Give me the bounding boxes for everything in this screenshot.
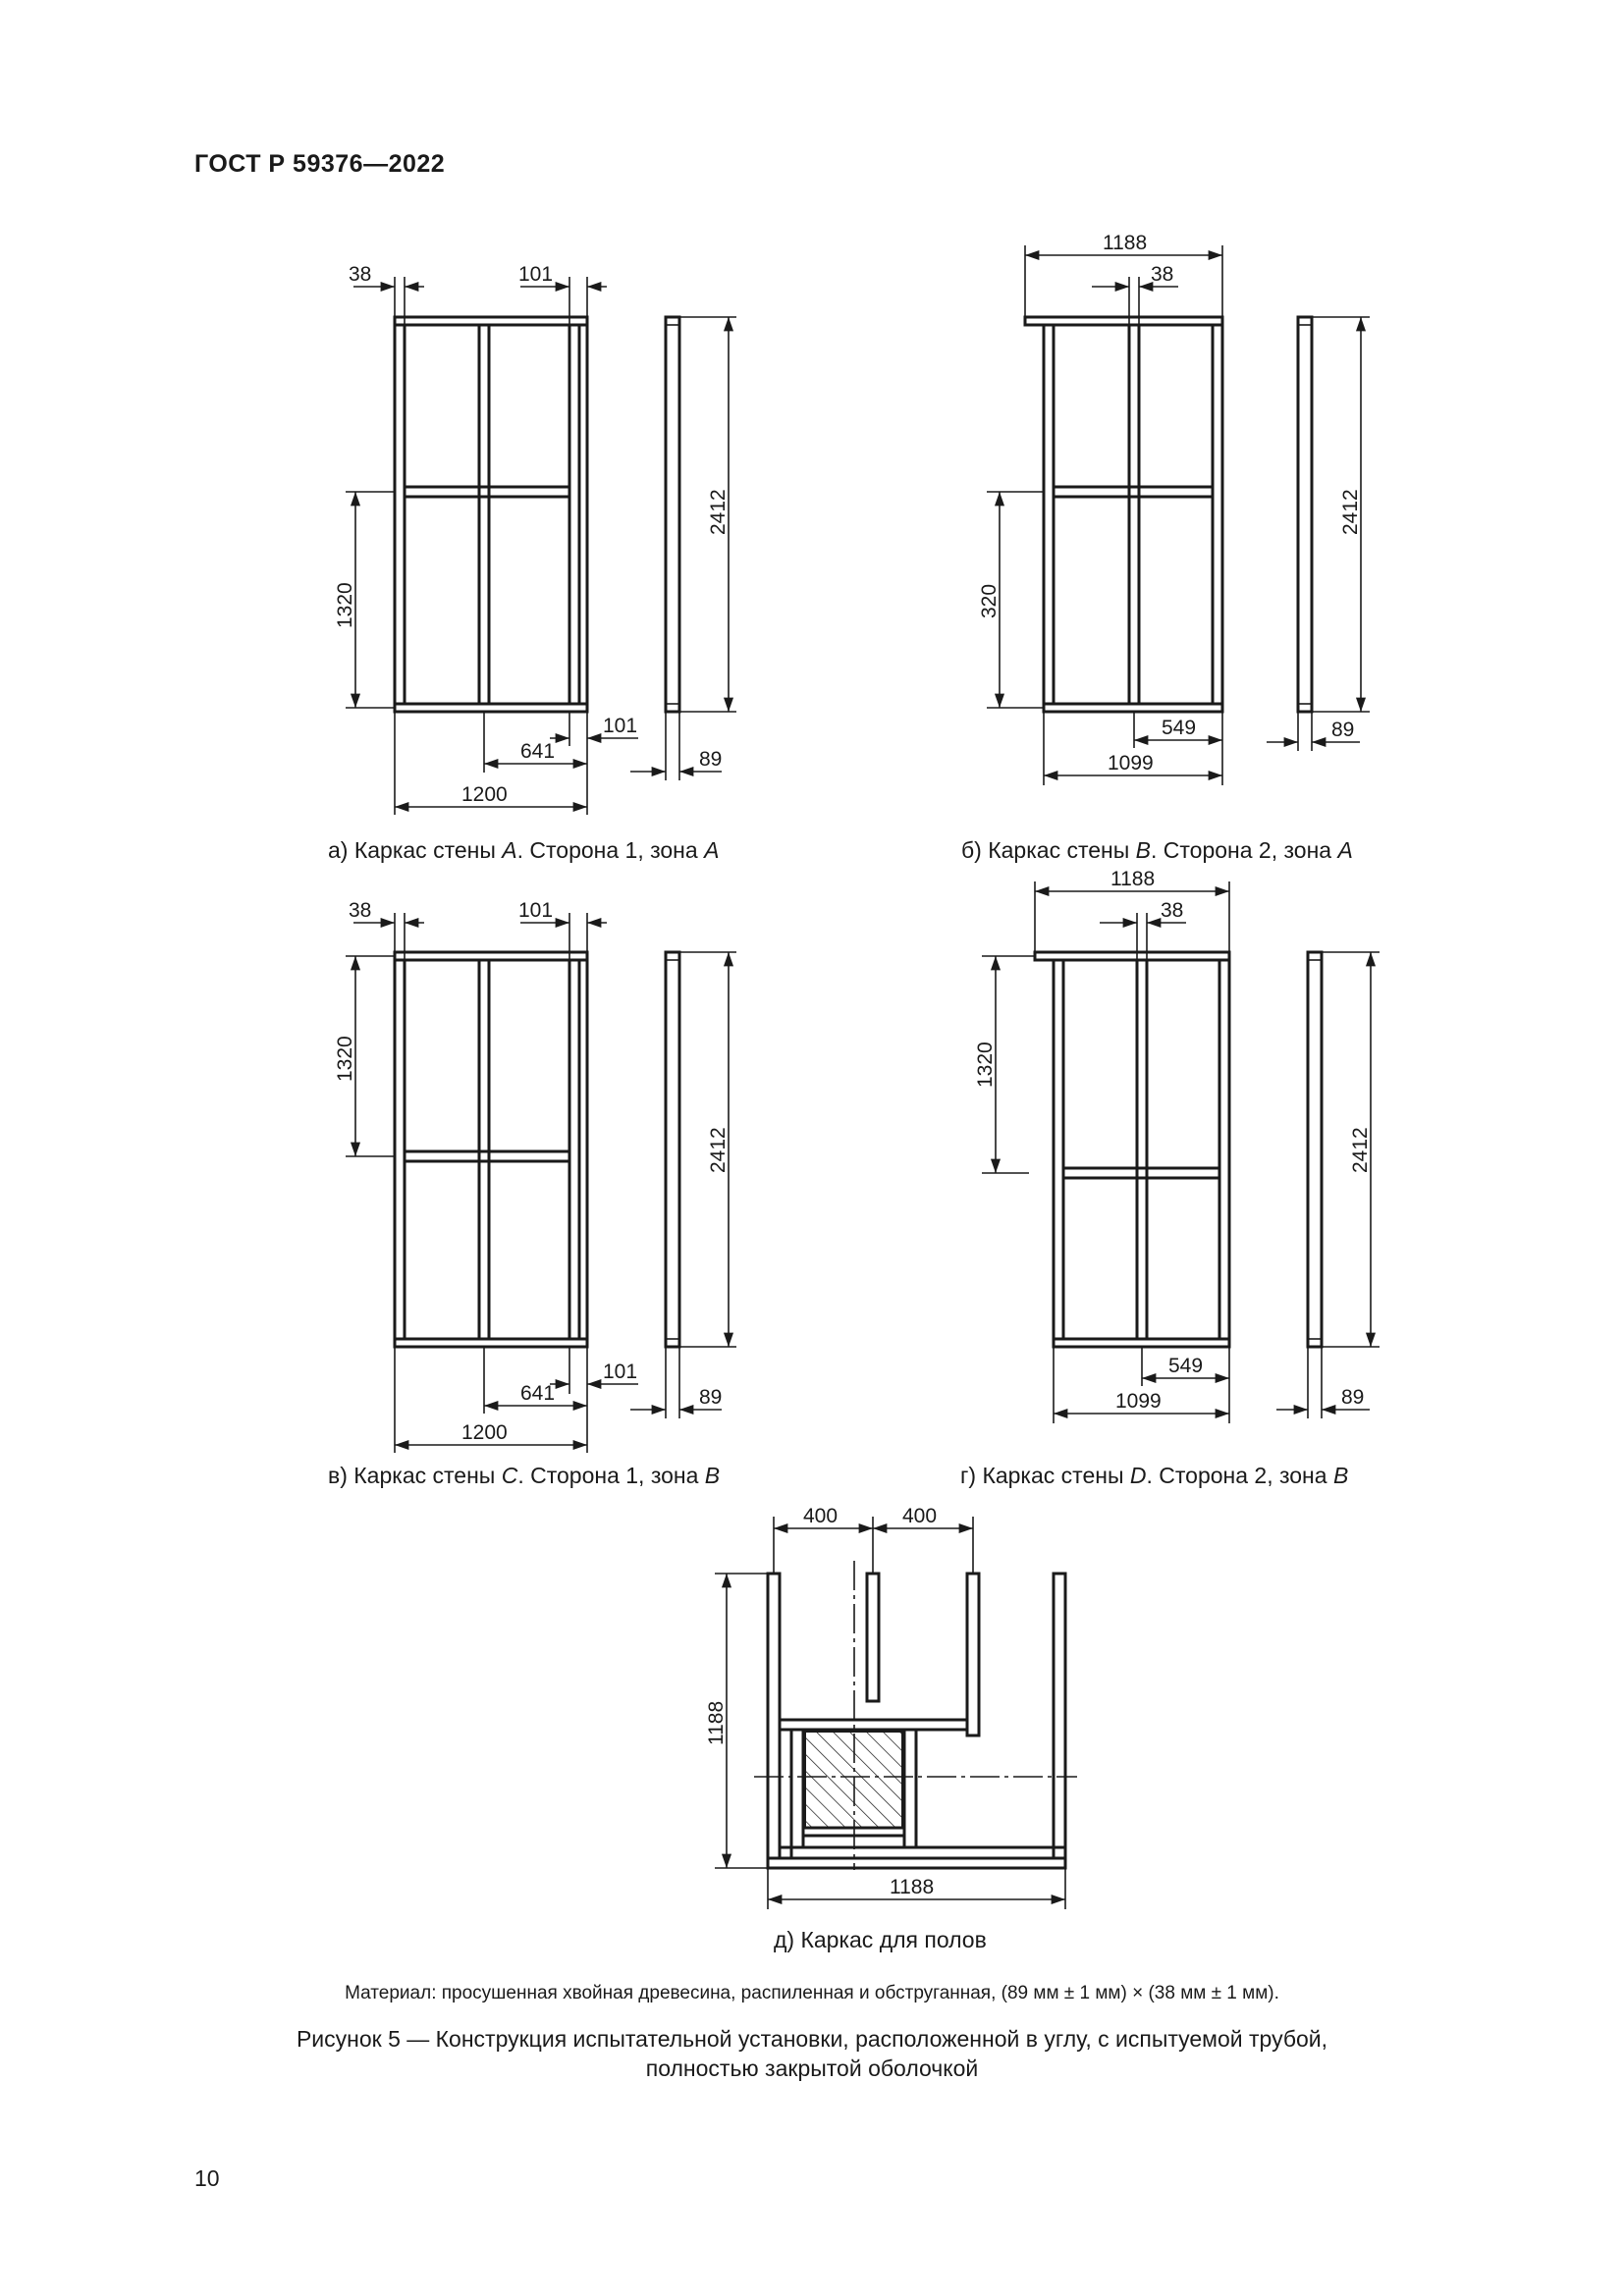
caption-a-prefix: а) Каркас стены — [328, 837, 503, 863]
panel-b-dim-38: 38 — [1151, 263, 1174, 286]
document-code: ГОСТ Р 59376—2022 — [194, 150, 446, 178]
caption-panel-d — [960, 1463, 1348, 1489]
page-number: 10 — [194, 2165, 220, 2191]
panel-b-dim-549: 549 — [1162, 717, 1197, 739]
panel-d-dim-1188: 1188 — [1110, 868, 1156, 890]
panel-b-dim-1188: 1188 — [1103, 232, 1148, 254]
panel-c-dim-101-top: 101 — [518, 899, 554, 922]
panel-b-dim-1099: 1099 — [1108, 752, 1154, 774]
panel-e-dim-1188-side: 1188 — [705, 1700, 728, 1745]
panel-c-dim-641: 641 — [520, 1382, 556, 1405]
caption-b-prefix: б) Каркас стены — [961, 837, 1136, 863]
panel-d-frame — [1035, 952, 1322, 1347]
caption-c-letter: C — [501, 1463, 518, 1488]
caption-a-zone: A — [704, 837, 720, 863]
panel-c-dim-2412: 2412 — [707, 1127, 730, 1173]
caption-d-letter: D — [1129, 1463, 1147, 1488]
panel-c-dim-38: 38 — [349, 899, 372, 922]
panel-a-dim-641: 641 — [520, 740, 556, 763]
caption-d-prefix: г) Каркас стены — [960, 1463, 1130, 1488]
figure-title-line-1: Рисунок 5 — Конструкция испытательной установки, расположенной в углу, с испытуемой трубой, — [296, 2026, 1328, 2052]
panel-d-dim-1099: 1099 — [1115, 1390, 1162, 1413]
material-note: Материал: просушенная хвойная древесина, распиленная и обструганная, (89 мм ± 1 мм) × (38 мм ± 1 мм). — [345, 1983, 1279, 2003]
panel-e-frame — [754, 1561, 1077, 1870]
caption-d-mid: . Сторона 2, зона — [1146, 1463, 1333, 1488]
caption-panel-e: д) Каркас для полов — [774, 1927, 987, 1952]
panel-a-dim-1320: 1320 — [334, 582, 356, 628]
panel-c-frame — [395, 952, 679, 1347]
panel-a-dim-89: 89 — [699, 748, 723, 771]
panel-c-dim-89: 89 — [699, 1386, 723, 1409]
panel-a-dim-101-top: 101 — [518, 263, 554, 286]
panel-d-dim-1320: 1320 — [974, 1041, 997, 1088]
panel-e-dim-400-right: 400 — [902, 1505, 938, 1527]
caption-c-prefix: в) Каркас стены — [328, 1463, 502, 1488]
panel-a-frame — [395, 317, 679, 712]
panel-b-dim-89: 89 — [1331, 719, 1355, 741]
panel-d-dim-549: 549 — [1168, 1355, 1204, 1377]
caption-a-mid: . Сторона 1, зона — [516, 837, 705, 863]
panel-e-dim-400-left: 400 — [803, 1505, 839, 1527]
figure-title — [0, 2024, 1624, 2083]
panel-b-dim-320: 320 — [978, 583, 1001, 618]
caption-panel-c — [328, 1463, 720, 1489]
caption-c-zone: B — [704, 1463, 721, 1488]
figure-title-line-2: полностью закрытой оболочкой — [645, 2056, 979, 2081]
caption-a-letter: A — [502, 837, 517, 863]
caption-b-letter: B — [1135, 837, 1151, 863]
panel-a-dim-2412: 2412 — [707, 489, 730, 535]
panel-c-dim-1320: 1320 — [334, 1036, 356, 1082]
panel-c-dim-101-bottom: 101 — [603, 1361, 638, 1383]
panel-b-frame — [1025, 317, 1312, 712]
panel-a-dim-38: 38 — [349, 263, 372, 286]
caption-b-zone: A — [1337, 837, 1353, 863]
panel-d-dim-2412: 2412 — [1349, 1127, 1372, 1173]
panel-a-dim-101-bottom: 101 — [603, 715, 638, 737]
panel-d-dim-89: 89 — [1341, 1386, 1365, 1409]
panel-a-dim-1200: 1200 — [461, 783, 508, 806]
caption-c-mid: . Сторона 1, зона — [517, 1463, 705, 1488]
panel-c-dim-1200: 1200 — [461, 1421, 508, 1444]
panel-e-dim-1188-bottom: 1188 — [890, 1876, 935, 1898]
caption-panel-b — [961, 837, 1353, 864]
caption-panel-a — [328, 837, 719, 864]
panel-d-dim-38: 38 — [1161, 899, 1184, 922]
panel-b-dim-2412: 2412 — [1339, 489, 1362, 535]
caption-d-zone: B — [1332, 1463, 1349, 1488]
caption-b-mid: . Сторона 2, зона — [1151, 837, 1338, 863]
